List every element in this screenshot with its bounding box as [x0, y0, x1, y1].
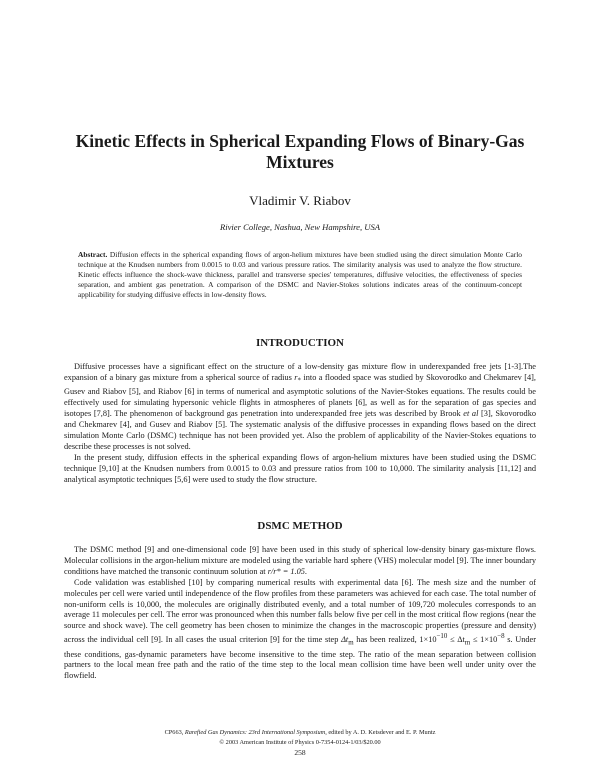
footer-proceedings: Rarefied Gas Dynamics: 23rd International Symposium	[184, 729, 326, 736]
radius-subscript: *	[297, 377, 301, 385]
radius-ratio: r/r* = 1.05	[267, 566, 305, 576]
exponent-lower: −10	[436, 633, 448, 641]
abstract	[78, 250, 522, 300]
time-step-symbol: Δt	[341, 635, 349, 645]
footer-citation	[40, 728, 560, 738]
intro-text-a: Diffusive processes have a significant effect on the structure of a low-density gas mixture flow in underexpanded free jets [1-3].The expansion of a binary gas mixture from a spherical source of radius	[64, 362, 536, 382]
abstract-text: Diffusion effects in the spherical expanding flows of argon-helium mixtures have been studied using the direct simulation Monte Carlo technique at the Knudsen numbers from 0.0015 to 0.03 and various pressure ratios. The similarity analysis was used to analyze the flow structure. Kinetic effects influence the shock-wave thickness, parallel and transverse species' temperatures, diffusive velocities, the effectiveness of species separation, and ambient gas penetration. A comparison of the DSMC and Navier-Stokes solutions indicates areas of the continuum-concept applicability for studying diffusive effects in low-density flows.	[78, 250, 522, 299]
paper-title: Kinetic Effects in Spherical Expanding Flows of Binary-Gas Mixtures	[75, 131, 525, 172]
time-step-subscript-2: m	[464, 639, 471, 647]
dsmc-text-b: .	[304, 566, 307, 576]
abstract-label: Abstract.	[78, 250, 108, 259]
dsmc-text-f: ≤ 1×10	[470, 635, 498, 645]
dsmc-text-e: ≤ Δt	[447, 635, 465, 645]
footer-cp: CP663,	[164, 729, 185, 736]
author-name: Vladimir V. Riabov	[249, 193, 351, 208]
intro-text-c: [3], Skovorodko and Chekmarev [4], and Gusev and Riabov [5]. The systematic analysis of the diffusive processes in expanding flows based on the direct simulation Monte Carlo (DSMC) technique has not been provided yet. Also the problem of applicability of the Navier-Stokes equations to describe these processes is not solved.	[64, 409, 536, 451]
dsmc-text-a: The DSMC method [9] and one-dimensional code [9] have been used in this study of spherical low-density binary gas-mixture flows. Molecular collisions in the argon-helium mixture are modeled using the variable hard sphere (VHS) molecular model [9]. The inner boundary conditions have matched the transonic continuum solution at	[64, 545, 536, 576]
dsmc-paragraph-1	[64, 545, 536, 578]
author-affiliation: Rivier College, Nashua, New Hampshire, USA	[219, 222, 381, 232]
dsmc-body	[64, 545, 536, 682]
et-al: et al	[463, 409, 479, 419]
footer-copyright: © 2003 American Institute of Physics 0-7354-0124-1/03/$20.00	[219, 739, 381, 746]
footer-editors: , edited by A. D. Ketsdever and E. P. Muntz	[325, 729, 436, 736]
dsmc-paragraph-2	[64, 578, 536, 683]
time-step-subscript: m	[348, 639, 354, 647]
introduction-paragraph-1	[64, 362, 536, 453]
page-number: 258	[294, 748, 306, 757]
introduction-heading: INTRODUCTION	[255, 337, 344, 349]
dsmc-text-g: s. Under these conditions, gas-dynamic parameters have become insensitive to the time step. The ratio of the mean separation between collision partners to the local mean free path and the ratio of the time step to the local mean collision time have been well under unity over the flowfield.	[64, 635, 537, 681]
introduction-paragraph-2: In the present study, diffusion effects in the spherical expanding flows of argon-helium mixtures have been studied using the DSMC technique [9,10] at the Knudsen numbers from 0.0015 to 0.03 and pressure ratios from 100 to 10,000. The similarity analysis [11,12] and analytical asymptotic techniques [5,6] were used to study the flow structure.	[64, 452, 536, 484]
exponent-upper: −8	[497, 633, 505, 641]
page-footer	[40, 728, 560, 758]
intro-text-b: into a flooded space was studied by Skovorodko and Chekmarev [4], Gusev and Riabov [5], and Riabov [6] in terms of numerical and asymptotic solutions of the Navier-Stokes equations. The results could be effectively used for simulating hypersonic vehicle flights in atmospheres of planets [6], as well as for the separation of gas species and isotopes [7,8]. The phenomenon of background gas penetration into underexpanded free jets was described by Brook	[64, 372, 536, 419]
radius-symbol: r	[294, 372, 298, 382]
dsmc-text-c: Code validation was established [10] by comparing numerical results with experimental data [6]. The mesh size and the number of molecules per cell were varied until independence of the flow profiles from these parameters was achieved for each case. The total number of non-uniform cells is 10,000, the molecules are originally distributed evenly, and a total number of 109,720 molecules corresponds to an average 11 molecules per cell. The error was pronounced when this number falls below five per cell in the most critical flow regions (near the source and shock wave). The cell geometry has been chosen to minimize the changes in the macroscopic properties (pressure and density) across the individual cell [9]. In all cases the usual criterion [9] for the time step	[64, 577, 536, 645]
introduction-body	[64, 362, 536, 486]
dsmc-heading: DSMC METHOD	[257, 520, 343, 532]
dsmc-text-d: has been realized, 1×10	[353, 635, 437, 645]
